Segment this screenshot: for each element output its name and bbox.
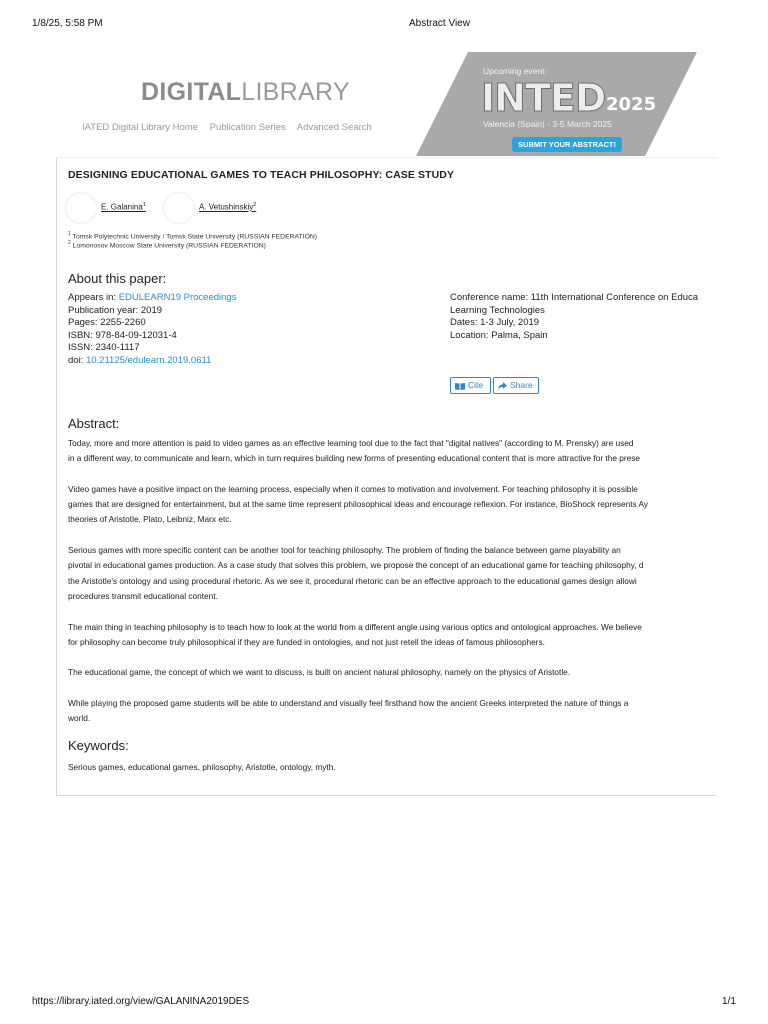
doi-link[interactable]: 10.21125/edulearn.2019.0611 [85,354,212,366]
paper-title: DESIGNING EDUCATIONAL GAMES TO TEACH PHILOSOPHY: CASE STUDY [68,169,455,181]
banner-label: Upcoming event: [483,66,547,76]
nav-advanced-search-link[interactable]: Advanced Search [296,122,372,133]
conference-name: Conference name: 11th International Conference on Educa [450,292,699,303]
abstract-line: theories of Aristotle, Plato, Leibniz, Marx etc. [68,514,232,525]
book-icon [455,382,465,390]
author-avatar [66,193,96,223]
abstract-line: for philosophy can become truly philosophical if they are funded in ontologies, and not just retell the ideas of famous philosophers. [68,636,545,647]
abstract-line: games that are designed for entertainment, but at the same time represent philosophical ideas and encourage reflexion. For instance, BioShock represents Ay [68,499,649,510]
abstract-line: the Aristotle's ontology and using procedural rhetoric. As we see it, procedural rhetoric can be an effective approach to the educational games design allowi [68,575,637,586]
abstract-line: The educational game, the concept of which we want to discuss, is built on ancient natural philosophy, namely on the physics of Aristotle. [68,667,571,678]
affiliation: $^2$ Lomonosov Moscow State University (RUSSIAN FEDERATION) [68,240,266,250]
paragraph-gap [68,681,714,696]
conference-name-cont: Learning Technologies [450,304,545,316]
abstract-line: world. [68,713,91,724]
logo-bold-text: DIGITAL [141,78,242,106]
publication-year: Publication year: 2019 [68,304,163,316]
abstract-line: The main thing in teaching philosophy is to teach how to look at the world from a different angle using various optics and ontological approaches. We believe [68,621,642,632]
paragraph-gap [68,528,714,543]
abstract-line: in a different way, to communicate and learn, which in turn requires building new forms of presenting educational content that is more attractive for the prese [68,453,641,464]
paragraph-gap [68,650,714,665]
top-nav [82,122,381,133]
paper-metadata [68,292,236,368]
keywords-heading: Keywords: [68,738,129,753]
abstract-heading: Abstract: [68,416,120,431]
site-logo[interactable] [141,78,350,107]
about-heading: About this paper: [68,271,167,286]
conference-metadata [450,292,714,342]
cite-button[interactable]: Cite [450,377,491,394]
banner-title: INTED [481,76,606,120]
abstract-line: Serious games with more specific content can be another tool for teaching philosophy. The problem of finding the balance between game playability an [68,545,621,556]
abstract-line: Today, more and more attention is paid to video games as an effective learning tool due to the fact that "digital natives" (according to M. Prensky) are used [68,438,634,448]
proceedings-link[interactable]: EDULEARN19 Proceedings [118,292,237,303]
print-url: https://library.iated.org/view/GALANINA2019DES [32,996,250,1007]
conference-dates: Dates: 1-3 July, 2019 [450,317,540,329]
print-page-number: 1/1 [722,996,736,1007]
author-link[interactable]: E. Galanina$^1$ [101,202,146,212]
print-title: Abstract View [409,18,470,29]
nav-publication-series-link[interactable]: Publication Series [209,122,286,133]
banner-year: 2025 [606,94,657,115]
isbn: ISBN: 978-84-09-12031-4 [68,329,177,341]
abstract-line: procedures transmit educational content. [68,590,218,601]
submit-abstract-button[interactable]: SUBMIT YOUR ABSTRACT! [512,137,622,152]
share-icon [498,382,507,390]
paragraph-gap [68,604,714,619]
keywords-text: Serious games, educational games, philosophy, Aristotle, ontology, myth. [68,762,336,772]
issn: ISSN: 2340-1117 [68,342,140,354]
banner-subtitle: Valencia (Spain) - 3-5 March 2025 [483,119,612,129]
print-datetime: 1/8/25, 5:58 PM [32,18,103,29]
affiliation: $^1$ Tomsk Polytechnic University / Tomsk State University (RUSSIAN FEDERATION) [68,231,318,241]
conference-location: Location: Palma, Spain [450,329,548,341]
share-button[interactable]: Share [493,377,539,394]
doi: doi: 10.21125/edulearn.2019.0611 [68,354,212,366]
logo-light-text: LIBRARY [241,78,350,106]
abstract-line: While playing the proposed game students will be able to understand and visually feel firsthand how the ancient Greeks interpreted the nature of things a [68,698,629,709]
author-avatar [164,193,194,223]
paragraph-gap [68,467,714,482]
pages: Pages: 2255-2260 [68,317,146,329]
abstract-line: Video games have a positive impact on the learning process, especially when it comes to motivation and involvement. For teaching philosophy it is possible [68,483,638,494]
appears-in: Appears in: EDULEARN19 Proceedings [68,292,237,303]
abstract-body [68,436,714,727]
nav-home-link[interactable]: IATED Digital Library Home [82,122,198,133]
author-link[interactable]: A. Vetushinskiy$^2$ [199,202,257,212]
abstract-line: pivotal in educational games production. As a case study that solves this problem, we propose the concept of an educational game for teaching philosophy, d [68,560,644,571]
